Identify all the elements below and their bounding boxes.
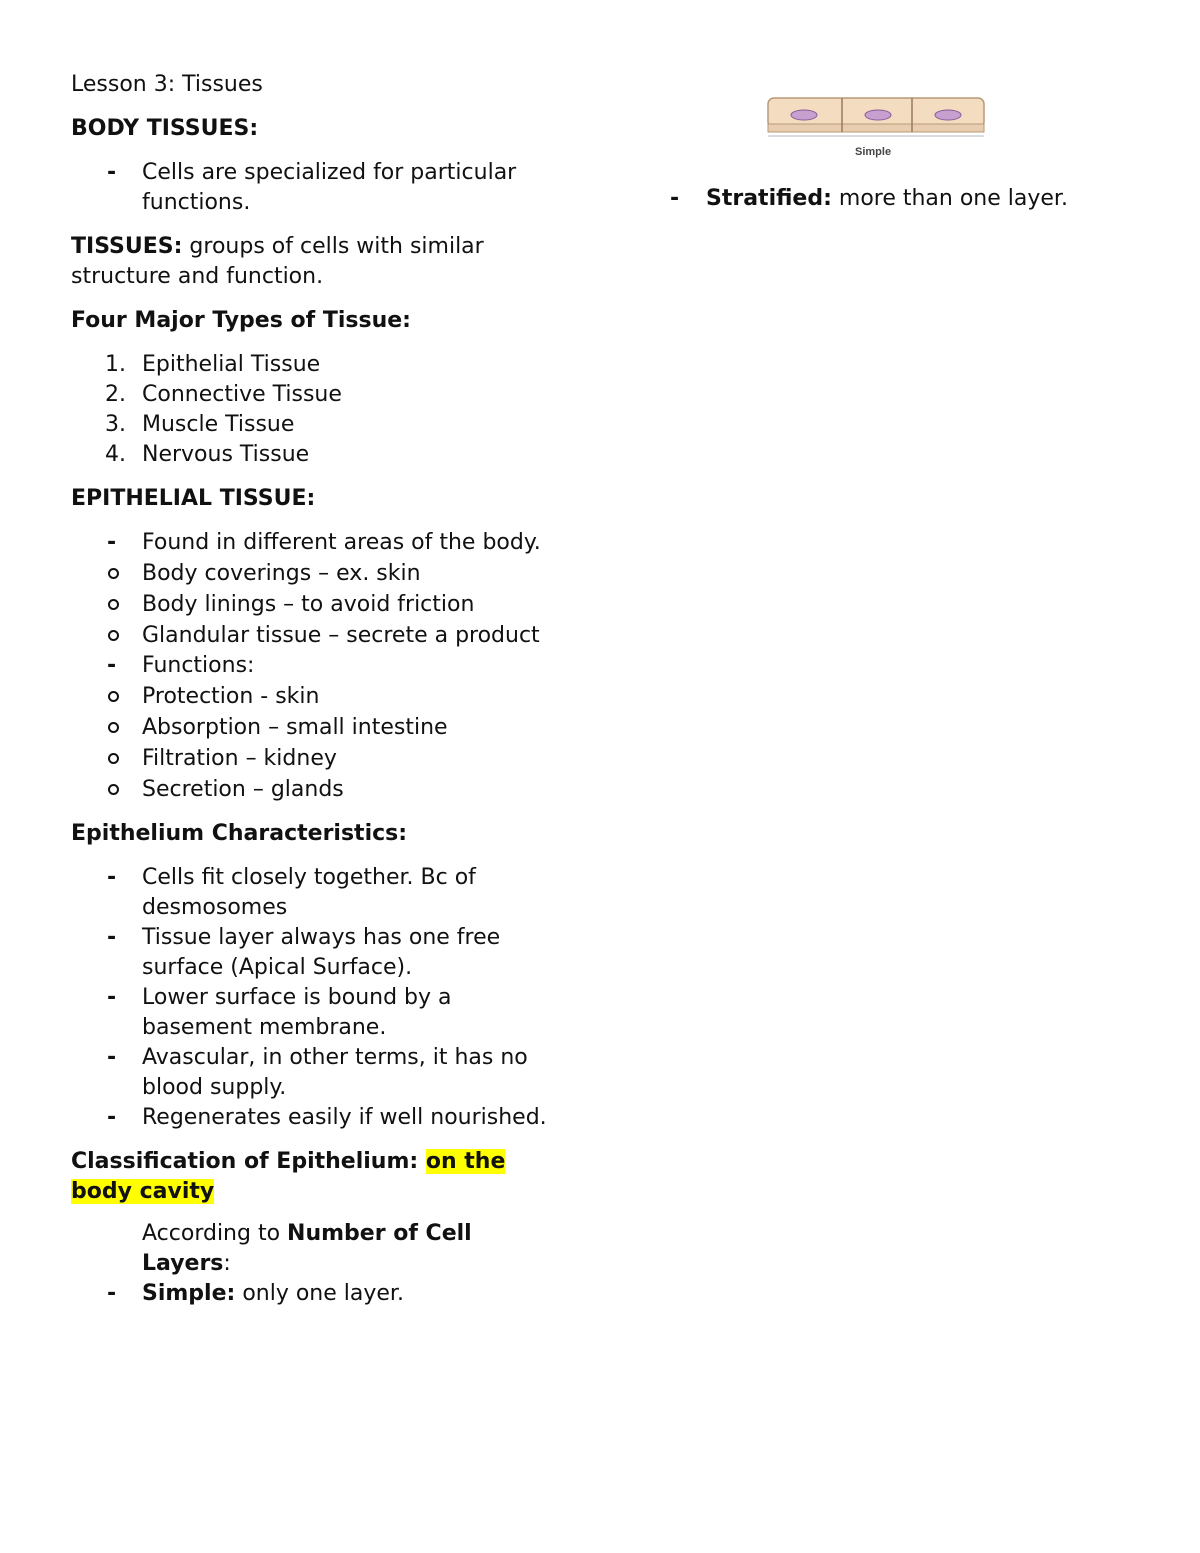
stratified-list: [670, 184, 1140, 214]
list-item: - Stratified: more than one layer.: [670, 186, 1068, 211]
major-types-heading: Four Major Types of Tissue:: [71, 308, 411, 333]
epithelial-heading: EPITHELIAL TISSUE:: [71, 486, 316, 511]
tissues-definition: TISSUES: groups of cells with similar structure and function.: [71, 234, 484, 289]
sub-list-item: Filtration – kidney: [71, 743, 561, 774]
sub-list-item: Protection - skin: [71, 681, 561, 712]
body-tissues-list: [71, 158, 561, 218]
classification-list: [71, 1279, 561, 1309]
lesson-title: Lesson 3: Tissues: [71, 72, 263, 97]
list-item: - Tissue layer always has one free surface (Apical Surface).: [107, 925, 501, 980]
body-tissues-heading: BODY TISSUES:: [71, 116, 259, 141]
list-item: - Cells fit closely together. Bc of desmosomes: [107, 865, 476, 920]
sub-list-item: Secretion – glands: [71, 774, 561, 805]
functions-sub-list: [71, 681, 561, 805]
list-item: 3. Muscle Tissue: [105, 412, 295, 437]
left-column: [71, 70, 561, 1323]
list-item: - Simple: only one layer.: [107, 1281, 404, 1306]
sub-list-item: Body coverings – ex. skin: [71, 558, 561, 589]
list-item: - Lower surface is bound by a basement membrane.: [107, 985, 452, 1040]
sub-list-item: Glandular tissue – secrete a product: [71, 620, 561, 651]
list-item: - Found in different areas of the body. Body coverings – ex. skin Body linings – to avoid friction Glandular tissue – secrete a product: [71, 528, 561, 651]
major-types-list: [71, 350, 561, 470]
list-item: - Avascular, in other terms, it has no blood supply.: [107, 1045, 528, 1100]
list-item: 4. Nervous Tissue: [105, 442, 310, 467]
classification-heading: Classification of Epithelium: on the body cavity: [71, 1149, 506, 1204]
according-line: According to Number of Cell Layers:: [142, 1221, 472, 1276]
epithelial-list: [71, 528, 561, 805]
list-item: - Functions: Protection - skin Absorption – small intestine Filtration – kidney Secretion – glands: [71, 651, 561, 805]
list-item: 1. Epithelial Tissue: [105, 352, 321, 377]
sub-list-item: Body linings – to avoid friction: [71, 589, 561, 620]
highlighted-text: on the body cavity: [71, 1149, 506, 1204]
found-sub-list: [71, 558, 561, 651]
figure-caption: Simple: [855, 146, 892, 158]
sub-list-item: Absorption – small intestine: [71, 712, 561, 743]
list-item: - Cells are specialized for particular functions.: [107, 160, 517, 215]
characteristics-list: [71, 863, 561, 1133]
list-item: 2. Connective Tissue: [105, 382, 342, 407]
list-item: - Regenerates easily if well nourished.: [107, 1105, 547, 1130]
right-column: [670, 90, 1140, 228]
characteristics-heading: Epithelium Characteristics:: [71, 821, 408, 846]
